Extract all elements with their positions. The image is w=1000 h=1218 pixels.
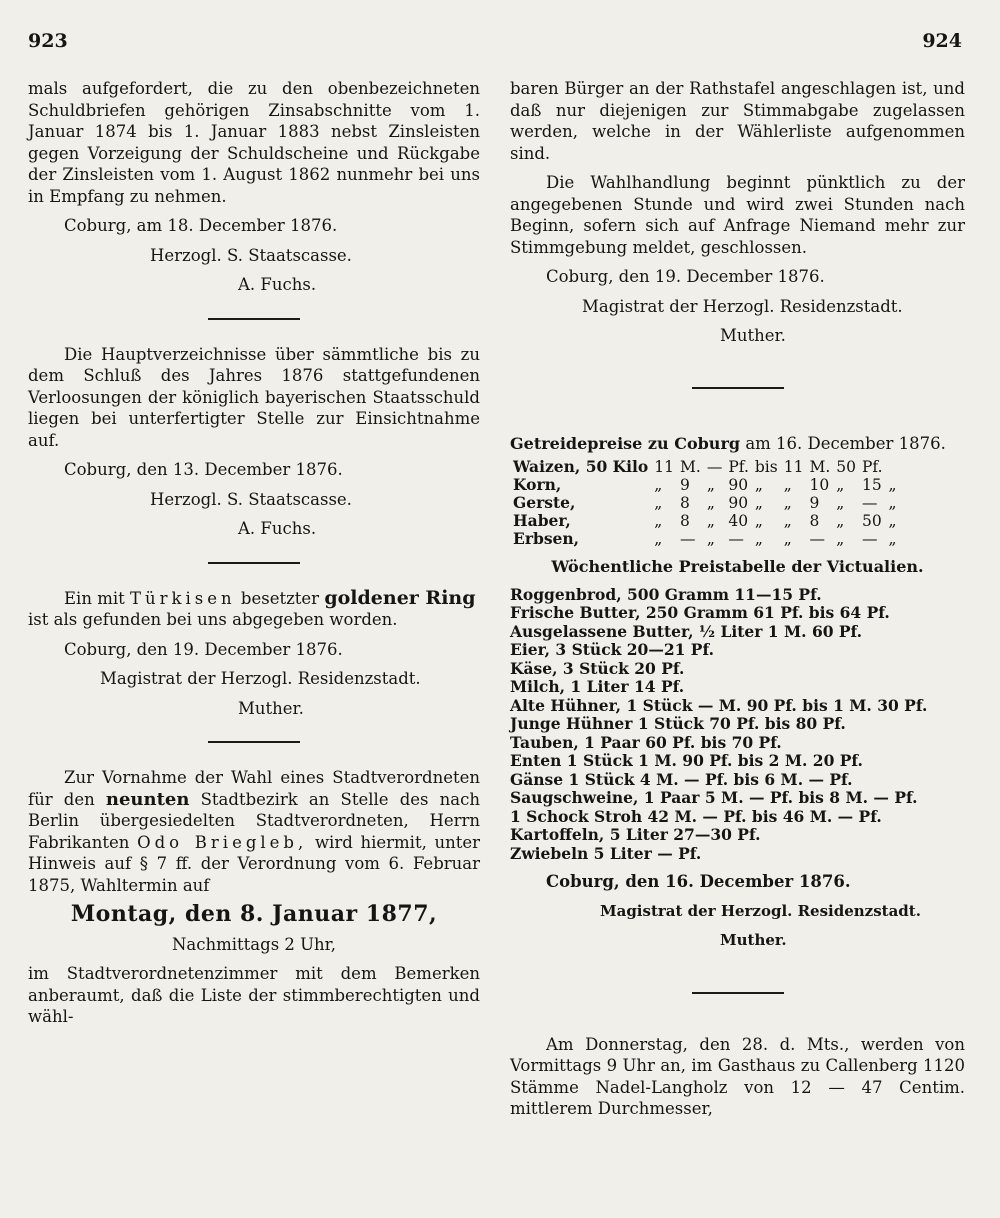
victual-item: Zwiebeln 5 Liter — Pf.: [510, 843, 702, 863]
grain-value-cell: 9: [809, 494, 820, 512]
grain-row: [510, 530, 900, 548]
victual-item: Milch, 1 Liter 14 Pf.: [510, 677, 685, 696]
grain-value-cell: —: [706, 458, 723, 476]
grain-value-cell: „: [654, 494, 663, 512]
victual-item: Gänse 1 Stück 4 M. — Pf. bis 6 M. — Pf.: [510, 769, 853, 789]
grain-value-cell: —: [680, 530, 696, 548]
grain-price-table: [510, 458, 900, 548]
victual-item: Kartoffeln, 5 Liter 27—30 Pf.: [510, 825, 761, 844]
grain-value-cell: „: [836, 494, 845, 512]
section-divider: [692, 992, 784, 994]
grain-value-cell: „: [706, 512, 715, 530]
grain-value-cell: 11: [783, 458, 804, 476]
election-text-e: wird hiermit, unter Hinweis auf § 7 ff. der Verordnung vom 6. Februar 1875, Wahltermin auf: [28, 832, 481, 895]
tax-notice-text: mals aufgefordert, die zu den obenbezeichneten Schuldbriefen gehörigen Zinsabschnitte vom 1. Januar 1874 bis 1. Januar 1883 nebst Zinsleisten gegen Vorzeigung der Schuldscheine und Rückgabe der Zinsleisten vom 1. August 1862 nunmehr bei uns in Empfang zu nehmen.: [28, 79, 480, 206]
election-text-f: im Stadtverordnetenzimmer mit dem Bemerken anberaumt, daß die Liste der stimmberechtigten und wähl-: [28, 964, 480, 1026]
section-divider: [208, 741, 300, 743]
grain-value-cell: —: [809, 530, 825, 548]
victual-item: Saugschweine, 1 Paar 5 M. — Pf. bis 8 M. — Pf.: [510, 788, 918, 807]
election-time: Nachmittags 2 Uhr,: [171, 934, 337, 954]
victual-item: Tauben, 1 Paar 60 Pf. bis 70 Pf.: [510, 732, 782, 752]
grain-value-cell: Pf.: [862, 458, 883, 476]
grain-value-cell: 15: [862, 476, 882, 494]
grain-title: Getreidepreise zu Coburg: [510, 433, 741, 453]
grain-name-cell: Waizen, 50 Kilo: [513, 457, 649, 476]
victual-item: Roggenbrod, 500 Gramm 11—15 Pf.: [510, 584, 822, 604]
grain-value-cell: „: [783, 494, 792, 512]
election-text-a: Zur Vornahme der Wahl eines Stadtverordneten für den: [28, 768, 480, 809]
grain-heading: [510, 433, 965, 455]
ring-text-b: Türkisen: [130, 588, 236, 608]
grain-value-cell: „: [706, 476, 715, 494]
grain-value-cell: 8: [680, 494, 690, 512]
grain-value-cell: 8: [680, 512, 690, 530]
ring-notice-text: [28, 588, 480, 631]
grain-value-cell: bis: [754, 458, 778, 476]
section-divider: [692, 387, 784, 389]
bond-notice-signature: A. Fuchs.: [238, 519, 317, 538]
victual-item: Käse, 3 Stück 20 Pf.: [510, 658, 685, 678]
section-divider: [208, 318, 300, 320]
election-date: Montag, den 8. Januar 1877,: [70, 901, 438, 927]
grain-value-cell: 40: [728, 512, 749, 530]
grain-value-cell: „: [783, 512, 792, 530]
victual-item: 1 Schock Stroh 42 M. — Pf. bis 46 M. — Pf.: [510, 806, 882, 826]
victual-item: Eier, 3 Stück 20—21 Pf.: [510, 640, 714, 659]
grain-value-cell: „: [706, 530, 715, 548]
election-text-b: neunten: [105, 788, 190, 810]
victuals-signature: Muther.: [720, 931, 787, 949]
right-column: [510, 78, 965, 1120]
grain-date: am 16. December 1876.: [745, 433, 946, 453]
grain-value-cell: „: [654, 512, 663, 530]
grain-value-cell: „: [836, 530, 845, 548]
victual-item: Junge Hühner 1 Stück 70 Pf. bis 80 Pf.: [510, 714, 846, 733]
tax-notice-signature: A. Fuchs.: [238, 275, 317, 294]
victual-item: Alte Hühner, 1 Stück — M. 90 Pf. bis 1 M. 30 Pf.: [510, 695, 928, 715]
grain-name-cell: Haber,: [513, 511, 571, 530]
grain-value-cell: „: [754, 494, 763, 512]
grain-value-cell: „: [783, 476, 792, 494]
grain-value-cell: M.: [680, 458, 701, 476]
grain-value-cell: „: [888, 512, 897, 530]
grain-value-cell: M.: [809, 458, 831, 476]
grain-value-cell: „: [888, 476, 897, 494]
election-notice-signature: Muther.: [720, 326, 786, 345]
ring-notice-date: Coburg, den 19. December 1876.: [64, 639, 343, 659]
grain-value-cell: —: [728, 530, 744, 548]
grain-value-cell: 9: [680, 476, 690, 494]
grain-row: [510, 476, 900, 494]
election-procedure-text: Die Wahlhandlung beginnt pünktlich zu der angegebenen Stunde und wird zwei Stunden nach Beginn, sofern sich auf Anfrage Niemand mehr zur Stimmgebung meldet, geschlossen.: [510, 173, 965, 257]
grain-value-cell: „: [654, 476, 663, 494]
ring-notice-office: Magistrat der Herzogl. Residenzstadt.: [100, 669, 421, 688]
grain-value-cell: 8: [809, 512, 820, 530]
ring-notice-signature: Muther.: [238, 698, 304, 718]
grain-name-cell: Korn,: [513, 475, 562, 494]
bond-notice-date: Coburg, den 13. December 1876.: [64, 460, 343, 479]
election-notice-date: Coburg, den 19. December 1876.: [546, 267, 825, 286]
grain-value-cell: 90: [728, 476, 749, 494]
grain-name-cell: Gerste,: [513, 493, 576, 512]
bond-notice-office: Herzogl. S. Staatscasse.: [150, 489, 352, 509]
wood-auction-text: Am Donnerstag, den 28. d. Mts., werden von Vormittags 9 Uhr an, im Gasthaus zu Callenberg 1120 Stämme Nadel-Langholz von 12 — 47 Centim. mittlerem Durchmesser,: [510, 1034, 965, 1118]
ring-text-c: besetzter: [240, 588, 320, 608]
ring-text-a: Ein mit: [64, 588, 125, 608]
tax-notice-office: Herzogl. S. Staatscasse.: [150, 245, 352, 265]
election-notice-text: [28, 767, 480, 896]
election-notice-office: Magistrat der Herzogl. Residenzstadt.: [582, 296, 903, 316]
grain-value-cell: 11: [654, 458, 675, 476]
grain-name-cell: Erbsen,: [513, 529, 580, 548]
victuals-price-list: [510, 586, 965, 864]
section-divider: [208, 562, 300, 564]
grain-value-cell: 90: [728, 494, 749, 512]
grain-value-cell: 50: [836, 458, 856, 476]
victual-item: Ausgelassene Butter, ½ Liter 1 M. 60 Pf.: [510, 621, 863, 641]
grain-row: [510, 512, 900, 530]
page-number-left: 923: [28, 30, 68, 52]
grain-value-cell: 50: [862, 512, 882, 530]
grain-value-cell: „: [754, 512, 763, 530]
victuals-title: Wöchentliche Preistabelle der Victualien.: [551, 557, 924, 576]
grain-value-cell: „: [888, 530, 897, 548]
grain-row: [510, 494, 900, 512]
ring-text-d: goldener Ring: [324, 586, 476, 609]
grain-value-cell: „: [783, 530, 792, 548]
grain-value-cell: „: [654, 530, 663, 548]
grain-value-cell: „: [754, 476, 763, 494]
bond-notice-text: Die Hauptverzeichnisse über sämmtliche bis zu dem Schluß des Jahres 1876 stattgefundenen Verloosungen der königlich bayerischen Staatsschuld liegen bei unterfertigter Stelle zur Einsichtnahme auf.: [28, 344, 480, 450]
grain-value-cell: „: [888, 494, 897, 512]
grain-value-cell: —: [862, 530, 878, 548]
tax-notice-date: Coburg, am 18. December 1876.: [64, 216, 338, 235]
victuals-date: Coburg, den 16. December 1876.: [546, 872, 851, 891]
grain-row: [510, 458, 900, 476]
election-continued-text: baren Bürger an der Rathstafel angeschlagen ist, und daß nur diejenigen zur Stimmabgabe zugelassen werden, welche in der Wählerliste aufgenommen sind.: [510, 79, 965, 163]
election-text-d: Odo Briegleb,: [137, 832, 308, 852]
grain-value-cell: 10: [809, 476, 830, 494]
grain-value-cell: „: [836, 512, 845, 530]
grain-value-cell: —: [862, 494, 878, 512]
victual-item: Enten 1 Stück 1 M. 90 Pf. bis 2 M. 20 Pf.: [510, 751, 863, 770]
victuals-office: Magistrat der Herzogl. Residenzstadt.: [600, 901, 921, 920]
election-text-c: Stadtbezirk an Stelle des nach Berlin übergesiedelten Stadtverordneten, Herrn Fabrikanten: [28, 789, 480, 852]
grain-value-cell: Pf.: [728, 458, 749, 476]
grain-value-cell: „: [706, 494, 715, 512]
victual-item: Frische Butter, 250 Gramm 61 Pf. bis 64 Pf.: [510, 603, 890, 622]
page-number-right: 924: [922, 30, 962, 52]
left-column: [28, 78, 480, 1028]
ring-text-e: ist als gefunden bei uns abgegeben worden.: [28, 610, 398, 629]
grain-value-cell: „: [754, 530, 763, 548]
grain-value-cell: „: [836, 476, 845, 494]
